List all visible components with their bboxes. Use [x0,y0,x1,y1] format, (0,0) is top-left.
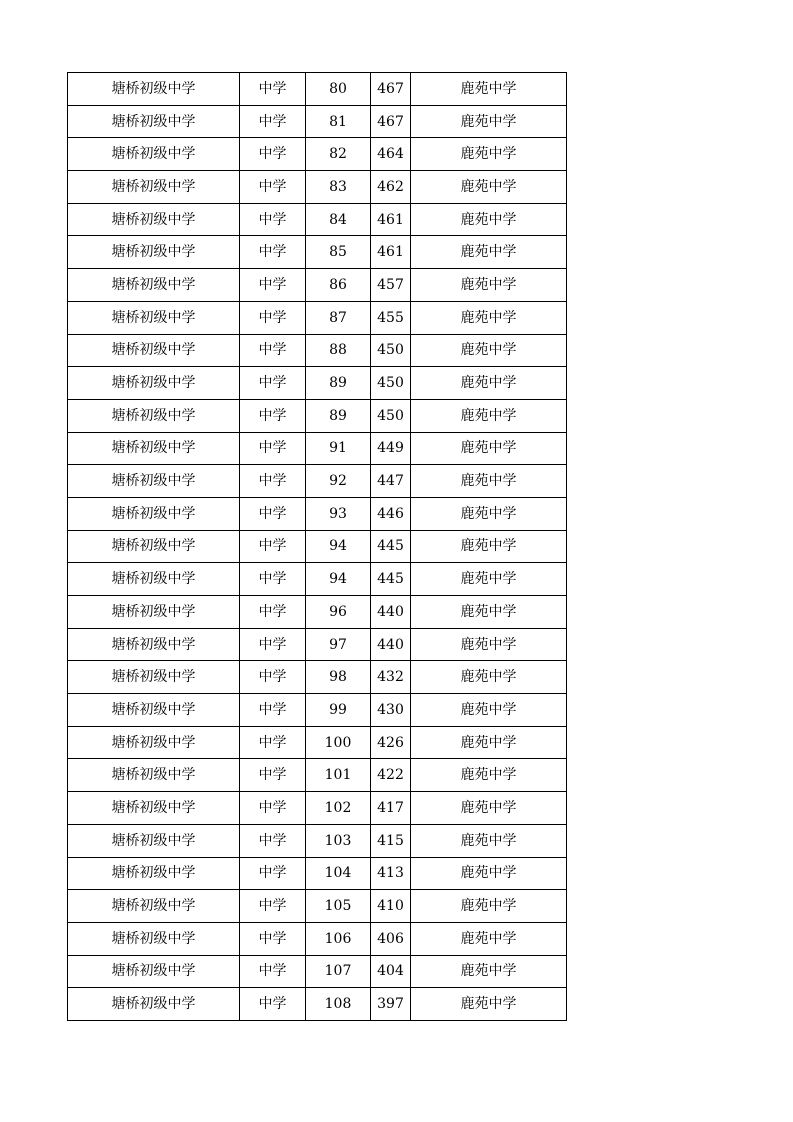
table-row [68,922,567,955]
table-row [68,628,567,661]
school-name-cell: 塘桥初级中学 [68,432,240,465]
rank-cell: 97 [306,628,371,661]
target-school-cell: 鹿苑中学 [411,628,567,661]
rank-cell: 104 [306,857,371,890]
table-row [68,497,567,530]
table-row [68,236,567,269]
target-school-cell: 鹿苑中学 [411,890,567,923]
target-school-cell: 鹿苑中学 [411,530,567,563]
rank-cell: 87 [306,301,371,334]
school-type-cell: 中学 [240,661,306,694]
school-type-cell: 中学 [240,432,306,465]
school-name-cell: 塘桥初级中学 [68,399,240,432]
target-school-cell: 鹿苑中学 [411,988,567,1021]
school-type-cell: 中学 [240,399,306,432]
school-name-cell: 塘桥初级中学 [68,203,240,236]
school-type-cell: 中学 [240,497,306,530]
school-type-cell: 中学 [240,890,306,923]
rank-cell: 102 [306,792,371,825]
score-cell: 467 [371,105,411,138]
table-row [68,105,567,138]
score-cell: 422 [371,759,411,792]
rank-cell: 92 [306,465,371,498]
target-school-cell: 鹿苑中学 [411,824,567,857]
score-cell: 426 [371,726,411,759]
score-cell: 455 [371,301,411,334]
target-school-cell: 鹿苑中学 [411,497,567,530]
table-row [68,726,567,759]
score-cell: 461 [371,203,411,236]
school-type-cell: 中学 [240,269,306,302]
school-type-cell: 中学 [240,988,306,1021]
target-school-cell: 鹿苑中学 [411,301,567,334]
school-type-cell: 中学 [240,792,306,825]
rank-cell: 88 [306,334,371,367]
table-row [68,334,567,367]
score-cell: 445 [371,530,411,563]
table-row [68,694,567,727]
school-type-cell: 中学 [240,922,306,955]
target-school-cell: 鹿苑中学 [411,465,567,498]
school-name-cell: 塘桥初级中学 [68,661,240,694]
school-type-cell: 中学 [240,726,306,759]
rank-cell: 101 [306,759,371,792]
target-school-cell: 鹿苑中学 [411,596,567,629]
table-row [68,955,567,988]
rank-cell: 89 [306,399,371,432]
school-name-cell: 塘桥初级中学 [68,792,240,825]
school-name-cell: 塘桥初级中学 [68,105,240,138]
table-row [68,301,567,334]
table-row [68,857,567,890]
table-row [68,432,567,465]
school-name-cell: 塘桥初级中学 [68,530,240,563]
score-cell: 432 [371,661,411,694]
target-school-cell: 鹿苑中学 [411,955,567,988]
school-type-cell: 中学 [240,236,306,269]
table-row [68,563,567,596]
rank-cell: 82 [306,138,371,171]
rank-cell: 108 [306,988,371,1021]
school-type-cell: 中学 [240,138,306,171]
score-cell: 417 [371,792,411,825]
school-name-cell: 塘桥初级中学 [68,694,240,727]
school-type-cell: 中学 [240,105,306,138]
rank-cell: 103 [306,824,371,857]
school-type-cell: 中学 [240,334,306,367]
school-name-cell: 塘桥初级中学 [68,759,240,792]
score-cell: 445 [371,563,411,596]
rank-cell: 85 [306,236,371,269]
table-body [68,73,567,1021]
score-cell: 410 [371,890,411,923]
score-cell: 430 [371,694,411,727]
rank-cell: 83 [306,171,371,204]
school-type-cell: 中学 [240,955,306,988]
school-name-cell: 塘桥初级中学 [68,824,240,857]
score-cell: 464 [371,138,411,171]
score-cell: 461 [371,236,411,269]
table-row [68,138,567,171]
target-school-cell: 鹿苑中学 [411,236,567,269]
school-name-cell: 塘桥初级中学 [68,628,240,661]
target-school-cell: 鹿苑中学 [411,203,567,236]
school-type-cell: 中学 [240,857,306,890]
score-cell: 450 [371,334,411,367]
table-row [68,792,567,825]
score-cell: 440 [371,628,411,661]
table-row [68,890,567,923]
school-type-cell: 中学 [240,171,306,204]
table-row [68,269,567,302]
school-name-cell: 塘桥初级中学 [68,497,240,530]
score-cell: 450 [371,399,411,432]
score-cell: 446 [371,497,411,530]
target-school-cell: 鹿苑中学 [411,694,567,727]
school-type-cell: 中学 [240,73,306,106]
rank-cell: 86 [306,269,371,302]
rank-cell: 84 [306,203,371,236]
score-cell: 413 [371,857,411,890]
school-name-cell: 塘桥初级中学 [68,955,240,988]
school-type-cell: 中学 [240,596,306,629]
school-type-cell: 中学 [240,301,306,334]
target-school-cell: 鹿苑中学 [411,922,567,955]
score-cell: 467 [371,73,411,106]
rank-cell: 89 [306,367,371,400]
school-type-cell: 中学 [240,530,306,563]
school-name-cell: 塘桥初级中学 [68,334,240,367]
target-school-cell: 鹿苑中学 [411,269,567,302]
score-cell: 450 [371,367,411,400]
target-school-cell: 鹿苑中学 [411,399,567,432]
rank-cell: 91 [306,432,371,465]
score-cell: 457 [371,269,411,302]
target-school-cell: 鹿苑中学 [411,138,567,171]
school-type-cell: 中学 [240,694,306,727]
school-name-cell: 塘桥初级中学 [68,236,240,269]
table-row [68,171,567,204]
target-school-cell: 鹿苑中学 [411,171,567,204]
rank-cell: 94 [306,563,371,596]
school-type-cell: 中学 [240,824,306,857]
table-row [68,661,567,694]
score-cell: 415 [371,824,411,857]
table-row [68,824,567,857]
score-cell: 440 [371,596,411,629]
school-name-cell: 塘桥初级中学 [68,73,240,106]
target-school-cell: 鹿苑中学 [411,792,567,825]
school-type-cell: 中学 [240,628,306,661]
rank-cell: 81 [306,105,371,138]
score-cell: 449 [371,432,411,465]
score-cell: 462 [371,171,411,204]
table-row [68,465,567,498]
rank-cell: 93 [306,497,371,530]
school-name-cell: 塘桥初级中学 [68,269,240,302]
table-row [68,203,567,236]
rank-cell: 96 [306,596,371,629]
score-cell: 404 [371,955,411,988]
score-table [67,72,567,1021]
rank-cell: 80 [306,73,371,106]
school-name-cell: 塘桥初级中学 [68,890,240,923]
school-name-cell: 塘桥初级中学 [68,922,240,955]
target-school-cell: 鹿苑中学 [411,726,567,759]
rank-cell: 98 [306,661,371,694]
table-row [68,988,567,1021]
rank-cell: 107 [306,955,371,988]
school-name-cell: 塘桥初级中学 [68,301,240,334]
rank-cell: 106 [306,922,371,955]
table-row [68,596,567,629]
table-row [68,530,567,563]
school-name-cell: 塘桥初级中学 [68,596,240,629]
rank-cell: 105 [306,890,371,923]
school-name-cell: 塘桥初级中学 [68,138,240,171]
rank-cell: 100 [306,726,371,759]
table-row [68,73,567,106]
rank-cell: 94 [306,530,371,563]
table-row [68,367,567,400]
school-type-cell: 中学 [240,759,306,792]
school-type-cell: 中学 [240,367,306,400]
target-school-cell: 鹿苑中学 [411,857,567,890]
target-school-cell: 鹿苑中学 [411,334,567,367]
school-name-cell: 塘桥初级中学 [68,367,240,400]
target-school-cell: 鹿苑中学 [411,432,567,465]
target-school-cell: 鹿苑中学 [411,563,567,596]
target-school-cell: 鹿苑中学 [411,759,567,792]
rank-cell: 99 [306,694,371,727]
score-cell: 397 [371,988,411,1021]
school-name-cell: 塘桥初级中学 [68,726,240,759]
table-row [68,399,567,432]
school-name-cell: 塘桥初级中学 [68,563,240,596]
target-school-cell: 鹿苑中学 [411,105,567,138]
target-school-cell: 鹿苑中学 [411,367,567,400]
school-type-cell: 中学 [240,465,306,498]
school-name-cell: 塘桥初级中学 [68,465,240,498]
school-type-cell: 中学 [240,203,306,236]
target-school-cell: 鹿苑中学 [411,661,567,694]
school-type-cell: 中学 [240,563,306,596]
target-school-cell: 鹿苑中学 [411,73,567,106]
score-cell: 447 [371,465,411,498]
score-cell: 406 [371,922,411,955]
table-row [68,759,567,792]
school-name-cell: 塘桥初级中学 [68,857,240,890]
school-name-cell: 塘桥初级中学 [68,988,240,1021]
school-name-cell: 塘桥初级中学 [68,171,240,204]
